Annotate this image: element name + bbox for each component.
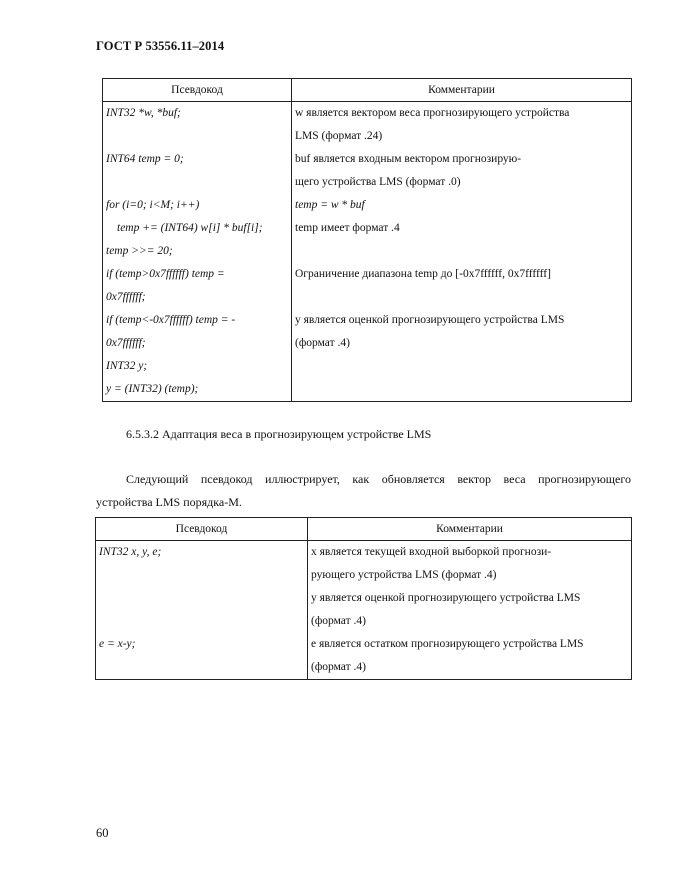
table-row [96,587,632,610]
table-row [103,148,632,171]
table-row [103,125,632,148]
comment-cell: y является оценкой прогнозирующего устройства LMS [308,587,632,610]
comment-cell: temp имеет формат .4 [292,217,632,240]
comment-cell [292,286,632,309]
paragraph-line-2: устройства LMS порядка-M. [96,495,242,509]
comment-cell: y является оценкой прогнозирующего устройства LMS [292,309,632,332]
table-row [103,240,632,263]
table-row [96,541,632,565]
code-cell: INT32 x, y, e; [96,541,308,565]
table-row [103,194,632,217]
code-cell: y = (INT32) (temp); [103,378,292,402]
table-row [103,102,632,126]
code-cell [103,125,292,148]
code-cell [96,656,308,680]
code-cell: e = x-y; [96,633,308,656]
column-header-comments: Комментарии [292,79,632,102]
comment-cell: рующего устройства LMS (формат .4) [308,564,632,587]
comment-cell: w является вектором веса прогнозирующего устройства [292,102,632,126]
table-row [103,263,632,286]
pseudocode-table-1 [102,78,632,402]
code-cell [96,564,308,587]
code-cell: if (temp>0x7ffffff) temp = [103,263,292,286]
column-header-comments: Комментарии [308,518,632,541]
table-row [103,355,632,378]
document-header: ГОСТ Р 53556.11–2014 [96,39,225,53]
table-row [103,171,632,194]
column-header-pseudocode: Псевдокод [96,518,308,541]
code-cell: 0x7ffffff; [103,332,292,355]
table-row [103,309,632,332]
comment-cell: e является остатком прогнозирующего устройства LMS [308,633,632,656]
table-row [103,217,632,240]
code-cell [96,587,308,610]
comment-cell: LMS (формат .24) [292,125,632,148]
table-header-row [103,79,632,102]
comment-cell: (формат .4) [308,656,632,680]
code-cell [96,610,308,633]
code-cell: INT64 temp = 0; [103,148,292,171]
table-row [96,656,632,680]
code-cell: INT32 *w, *buf; [103,102,292,126]
page-number: 60 [96,826,109,840]
code-cell: for (i=0; i<M; i++) [103,194,292,217]
code-cell: temp += (INT64) w[i] * buf[i]; [103,217,292,240]
table-row [96,610,632,633]
comment-cell [292,355,632,378]
comment-cell: temp = w * buf [292,194,632,217]
code-cell: 0x7ffffff; [103,286,292,309]
table-row [96,564,632,587]
comment-cell: щего устройства LMS (формат .0) [292,171,632,194]
code-cell: temp >>= 20; [103,240,292,263]
comment-cell [292,240,632,263]
table-row [103,378,632,402]
comment-cell: Ограничение диапазона temp до [-0x7ffffff, 0x7ffffff] [292,263,632,286]
table-header-row [96,518,632,541]
comment-cell: (формат .4) [308,610,632,633]
pseudocode-table-2 [95,517,632,680]
section-heading: 6.5.3.2 Адаптация веса в прогнозирующем устройстве LMS [126,427,432,441]
comment-cell: buf является входным вектором прогнозирую- [292,148,632,171]
table-row [103,286,632,309]
paragraph-line-1: Следующий псевдокод иллюстрирует, как обновляется вектор веса прогнозирующего [126,472,631,486]
code-cell: INT32 y; [103,355,292,378]
column-header-pseudocode: Псевдокод [103,79,292,102]
comment-cell: x является текущей входной выборкой прогнози- [308,541,632,565]
table-row [96,633,632,656]
table-row [103,332,632,355]
code-cell [103,171,292,194]
code-cell: if (temp<-0x7ffffff) temp = - [103,309,292,332]
comment-cell [292,378,632,402]
comment-cell: (формат .4) [292,332,632,355]
